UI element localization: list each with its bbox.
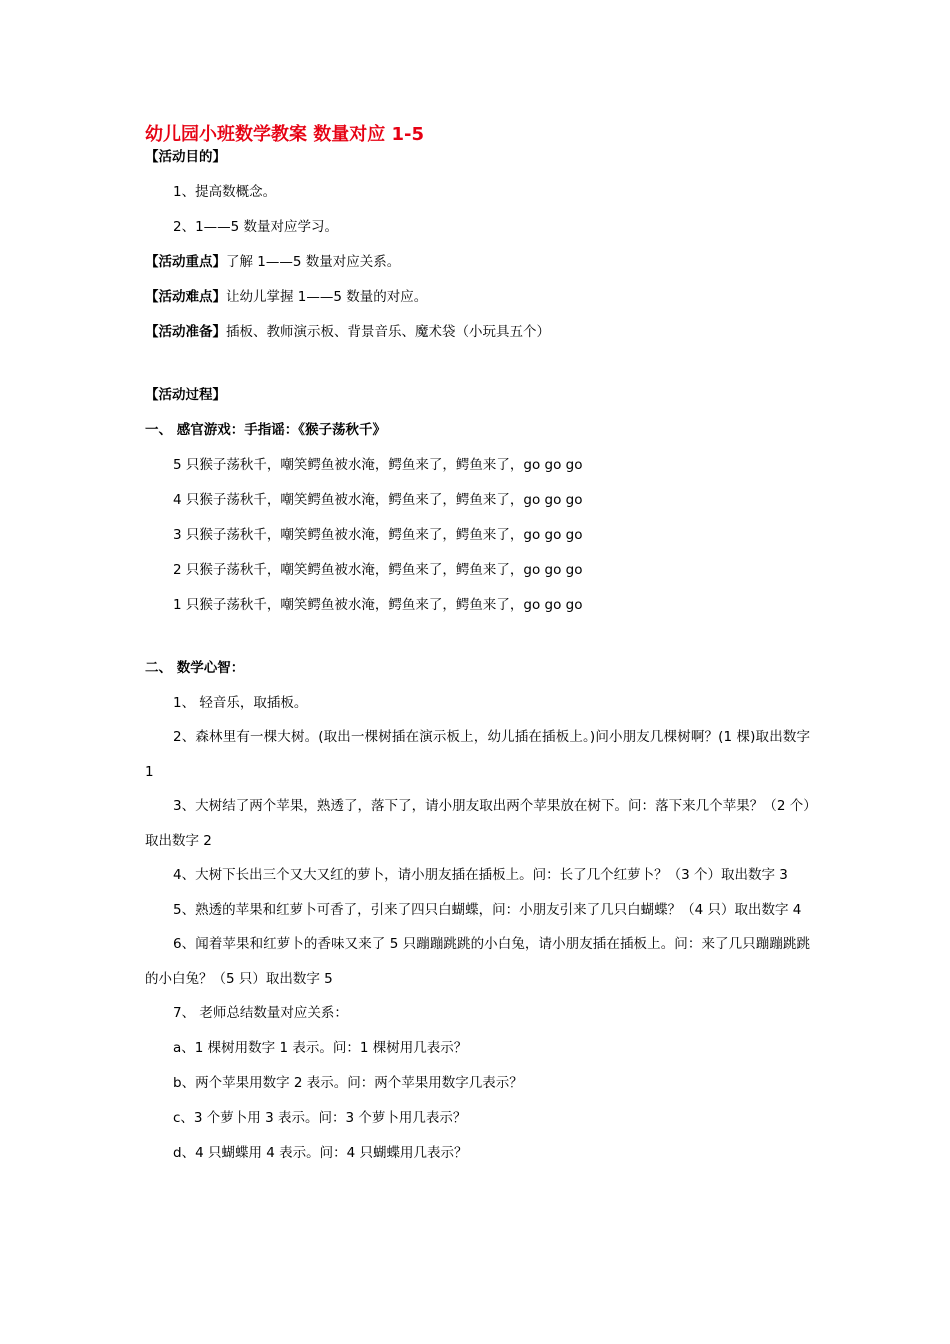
preparation xyxy=(145,323,810,341)
summary-item: b、两个苹果用数字 2 表示。问：两个苹果用数字几表示？ xyxy=(173,1075,523,1091)
step-item: 2、森林里有一棵大树。(取出一棵树插在演示板上，幼儿插在插板上。)问小朋友几棵树啊？(1 棵)取出数字 1 xyxy=(145,729,810,780)
key-point-text: 了解 1——5 数量对应关系。 xyxy=(226,254,401,270)
rhyme-line: 5 只猴子荡秋千，嘲笑鳄鱼被水淹，鳄鱼来了，鳄鱼来了，go go go xyxy=(173,457,583,473)
key-point xyxy=(145,253,810,271)
key-point-label: 【活动重点】 xyxy=(145,254,226,270)
summary-item: d、4 只蝴蝶用 4 表示。问：4 只蝴蝶用几表示？ xyxy=(173,1145,468,1161)
summary-item: a、1 棵树用数字 1 表示。问：1 棵树用几表示？ xyxy=(173,1040,468,1056)
difficulty-text: 让幼儿掌握 1——5 数量的对应。 xyxy=(226,289,428,305)
step-item: 6、闻着苹果和红萝卜的香味又来了 5 只蹦蹦跳跳的小白兔，请小朋友插在插板上。问：来了几只蹦蹦跳跳的小白兔？（5 只）取出数字 5 xyxy=(145,936,810,987)
document-title: 幼儿园小班数学教案 数量对应 1-5 xyxy=(145,124,425,145)
preparation-label: 【活动准备】 xyxy=(145,324,226,340)
document-content xyxy=(145,122,810,1162)
section2-title: 二、 数学心智： xyxy=(145,660,245,676)
rhyme-line: 1 只猴子荡秋千，嘲笑鳄鱼被水淹，鳄鱼来了，鳄鱼来了，go go go xyxy=(173,597,583,613)
goal-item: 2、1——5 数量对应学习。 xyxy=(173,219,339,235)
step-item: 7、 老师总结数量对应关系： xyxy=(173,1005,348,1021)
difficulty-point xyxy=(145,288,810,306)
goal-heading: 【活动目的】 xyxy=(145,149,226,165)
goal-item: 1、提高数概念。 xyxy=(173,184,277,200)
difficulty-label: 【活动难点】 xyxy=(145,289,226,305)
process-heading: 【活动过程】 xyxy=(145,387,226,403)
preparation-text: 插板、教师演示板、背景音乐、魔术袋（小玩具五个） xyxy=(226,324,550,340)
step-item: 3、大树结了两个苹果，熟透了，落下了，请小朋友取出两个苹果放在树下。问：落下来几个苹果？（2 个）取出数字 2 xyxy=(145,798,810,849)
step-item: 4、大树下长出三个又大又红的萝卜，请小朋友插在插板上。问：长了几个红萝卜？（3 个）取出数字 3 xyxy=(173,867,788,883)
step-item: 5、熟透的苹果和红萝卜可香了，引来了四只白蝴蝶，问：小朋友引来了几只白蝴蝶？（4 只）取出数字 4 xyxy=(173,902,802,918)
rhyme-line: 2 只猴子荡秋千，嘲笑鳄鱼被水淹，鳄鱼来了，鳄鱼来了，go go go xyxy=(173,562,583,578)
step-item: 1、 轻音乐，取插板。 xyxy=(173,695,308,711)
rhyme-line: 3 只猴子荡秋千，嘲笑鳄鱼被水淹，鳄鱼来了，鳄鱼来了，go go go xyxy=(173,527,583,543)
rhyme-line: 4 只猴子荡秋千，嘲笑鳄鱼被水淹，鳄鱼来了，鳄鱼来了，go go go xyxy=(173,492,583,508)
section1-title: 一、 感官游戏：手指谣：《猴子荡秋千》 xyxy=(145,422,386,438)
summary-item: c、3 个萝卜用 3 表示。问：3 个萝卜用几表示？ xyxy=(173,1110,467,1126)
